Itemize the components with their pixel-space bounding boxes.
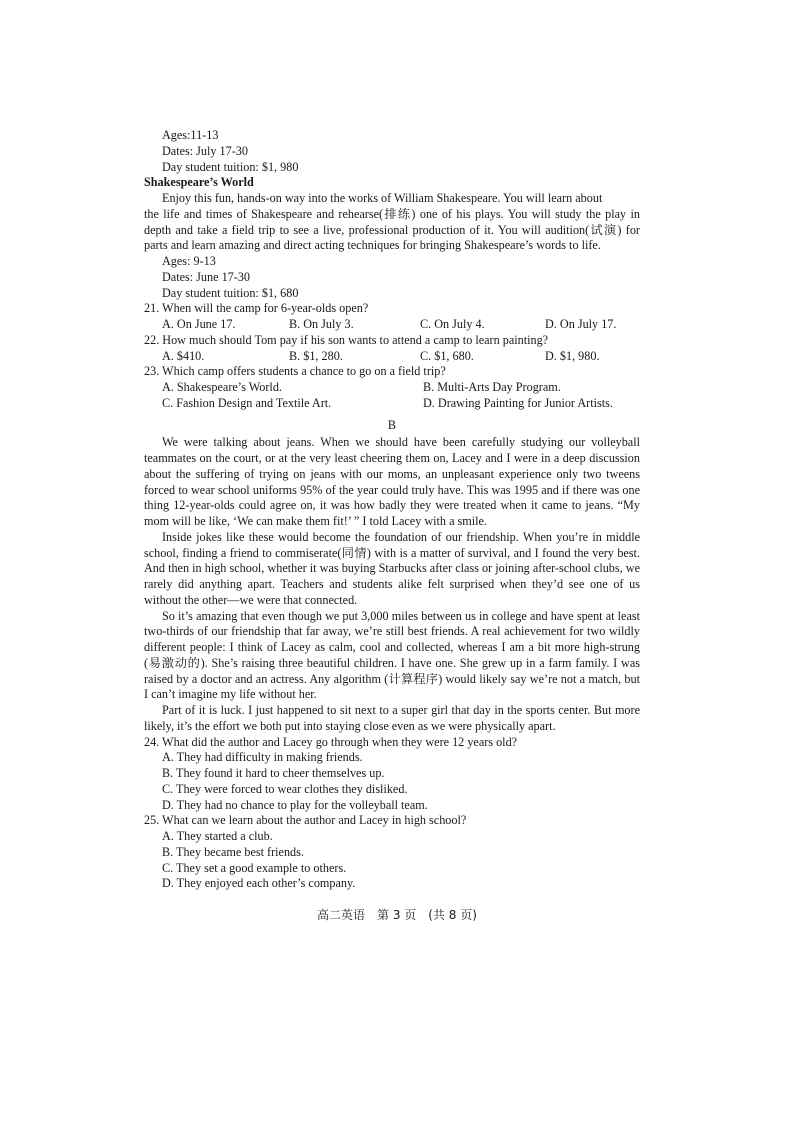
option: D. $1, 980. bbox=[545, 348, 600, 363]
option: A. Shakespeare’s World. bbox=[162, 380, 282, 394]
passage-paragraph: Inside jokes like these would become the foundation of our friendship. When you’re in middle school, finding a friend to commiserate(同情) with is a matter of survival, and I found the very best. And then in high school, whether it was buying Starbucks after class or joining after-school clubs, we rarely did anything apart. Teachers and students alike felt surprised when they’d see one of us without the other—we were that connected. bbox=[144, 529, 640, 607]
option: A. They started a club. bbox=[162, 829, 273, 843]
option: B. Multi-Arts Day Program. bbox=[423, 380, 561, 394]
option: B. $1, 280. bbox=[289, 348, 343, 363]
question-options bbox=[144, 396, 640, 412]
camp-tuition: Day student tuition: $1, 980 bbox=[162, 159, 299, 174]
question-stem: 25. What can we learn about the author and Lacey in high school? bbox=[144, 813, 467, 828]
shakespeare-dates: Dates: June 17-30 bbox=[162, 269, 251, 284]
option: D. Drawing Painting for Junior Artists. bbox=[423, 395, 613, 410]
shakespeare-text-line: the life and times of Shakespeare and rehearse(排练) one of his plays. You will study the play in bbox=[144, 206, 640, 221]
question-stem: 22. How much should Tom pay if his son wants to attend a camp to learn painting? bbox=[144, 332, 549, 347]
camp-dates: Dates: July 17-30 bbox=[162, 143, 248, 158]
exam-page bbox=[144, 128, 640, 892]
shakespeare-heading: Shakespeare’s World bbox=[144, 175, 254, 190]
shakespeare-text-line: Enjoy this fun, hands-on way into the works of William Shakespeare. You will learn about bbox=[162, 191, 603, 205]
option: B. They became best friends. bbox=[162, 844, 304, 859]
shakespeare-text-line: depth and take a field trip to see a live, professional production of it. You will audition(试演) for bbox=[144, 222, 640, 237]
option: A. On June 17. bbox=[162, 317, 236, 331]
option: B. On July 3. bbox=[289, 317, 354, 331]
shakespeare-ages: Ages: 9-13 bbox=[162, 254, 216, 268]
passage-paragraph: Part of it is luck. I just happened to sit next to a super girl that day in the sports center. But more likely, it’s the effort we both put into staying close even as we were physically apart. bbox=[144, 703, 640, 733]
page-footer: 高二英语 第 3 页 (共 8 页) bbox=[317, 908, 477, 922]
option: B. They found it hard to cheer themselves up. bbox=[162, 766, 385, 780]
shakespeare-text-line: parts and learn amazing and direct acting techniques for bringing Shakespeare’s words to life. bbox=[144, 238, 601, 253]
section-b-title: B bbox=[387, 417, 397, 432]
option: A. They had difficulty in making friends. bbox=[162, 750, 363, 765]
option: C. $1, 680. bbox=[420, 348, 474, 363]
question-options bbox=[144, 349, 640, 365]
question-options bbox=[144, 380, 640, 396]
question-stem: 23. Which camp offers students a chance to go on a field trip? bbox=[144, 364, 446, 379]
option: C. They were forced to wear clothes they disliked. bbox=[162, 781, 408, 796]
passage-paragraph: We were talking about jeans. When we should have been carefully studying our volleyball teammates on the court, or at the very least cheering them on, Lacey and I were in a deep discussion about the suffering of trying on jeans with our moms, an unpleasant experience only two tweens forced to wear school uniforms 95% of the year could truly have. This was 1995 and if there was one thing 12-year-olds could agree on, it was how badly they were treated when it came to jeans. “My mom will be like, ‘We can make them fit!’ ” I told Lacey with a smile. bbox=[144, 435, 640, 528]
shakespeare-tuition: Day student tuition: $1, 680 bbox=[162, 285, 299, 300]
question-stem: 24. What did the author and Lacey go through when they were 12 years old? bbox=[144, 734, 518, 749]
option: D. They had no chance to play for the volleyball team. bbox=[162, 797, 428, 812]
option: C. On July 4. bbox=[420, 317, 485, 331]
question-stem: 21. When will the camp for 6-year-olds open? bbox=[144, 301, 369, 316]
option: D. On July 17. bbox=[545, 317, 617, 331]
camp-ages: Ages:11-13 bbox=[162, 128, 219, 142]
question-options bbox=[144, 317, 640, 333]
option: C. They set a good example to others. bbox=[162, 860, 347, 875]
option: D. They enjoyed each other’s company. bbox=[162, 876, 356, 891]
option: C. Fashion Design and Textile Art. bbox=[162, 395, 332, 410]
option: A. $410. bbox=[162, 348, 205, 363]
passage-paragraph: So it’s amazing that even though we put 3,000 miles between us in college and have spent at least two-thirds of our friendship that far away, we’re still best friends. A real achievement for two wildly different people: I think of Lacey as calm, cool and collected, whereas I am a bit more high-strung (易激动的). She’s raising three beautiful children. I have one. She grew up in a farm family. I was raised by a doctor and an actress. Any algorithm (计算程序) would likely say we’re not a match, but I can’t imagine my life without her. bbox=[144, 608, 640, 702]
